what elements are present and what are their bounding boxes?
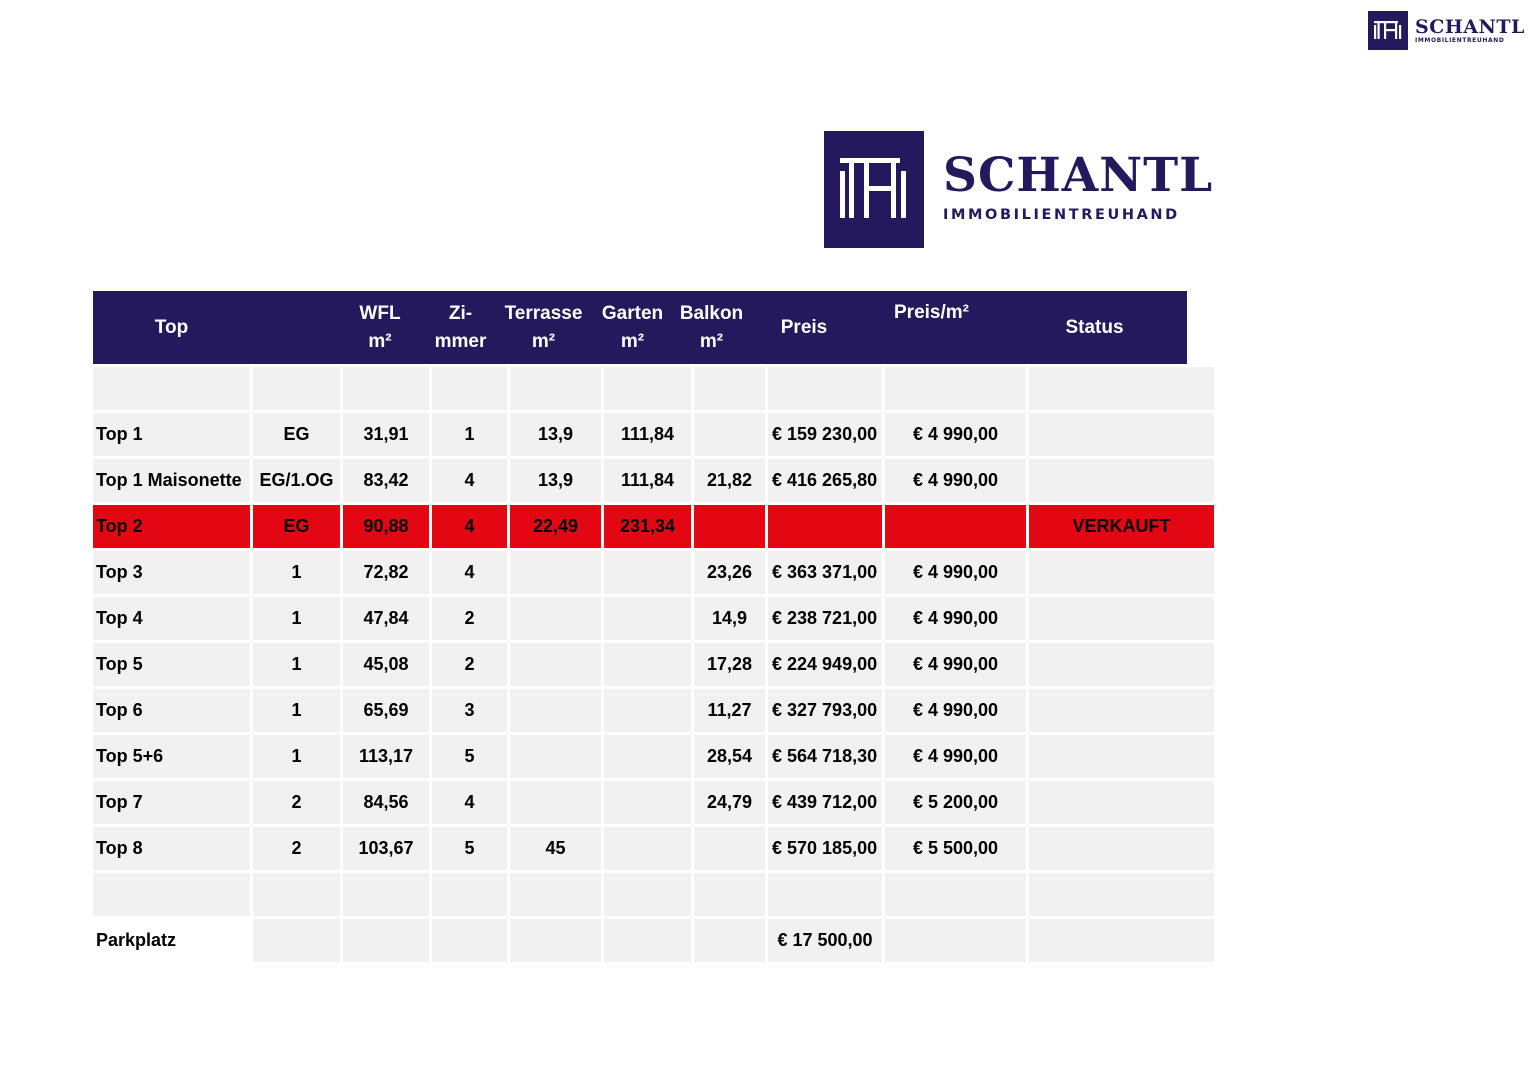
cell-wfl: 84,56 [343,781,429,824]
cell-top: Top 4 [93,597,250,640]
cell-price-m2: € 4 990,00 [885,459,1026,502]
cell-balcony: 28,54 [694,735,765,778]
brand-tagline-large: IMMOBILIENTREUHAND [943,206,1180,223]
cell-price-m2: € 4 990,00 [885,551,1026,594]
cell-floor: EG/1.OG [253,459,340,502]
cell-floor: 2 [253,781,340,824]
table-row-parking [93,919,1187,962]
header-floor [250,291,337,364]
cell-balcony [694,505,765,548]
cell-price [768,505,882,548]
cell-rooms: 2 [432,597,507,640]
cell-floor: 1 [253,643,340,686]
ith-logo-glyph [824,131,924,248]
cell-price: € 564 718,30 [768,735,882,778]
cell-terrace [510,689,601,732]
cell-floor: 2 [253,827,340,870]
header-wfl: WFL m² [359,302,401,352]
cell-balcony: 14,9 [694,597,765,640]
cell-terrace: 22,49 [510,505,601,548]
cell-price: € 416 265,80 [768,459,882,502]
table-row-blank [93,367,1187,410]
cell-status [1029,597,1214,640]
table-row [93,551,1187,594]
table-row [93,413,1187,456]
cell-terrace: 45 [510,827,601,870]
cell-price-m2: € 5 500,00 [885,827,1026,870]
cell-wfl: 47,84 [343,597,429,640]
cell-garden: 231,34 [604,505,691,548]
header-top: Top [154,316,189,338]
brand-logo-large [824,131,1213,248]
table-row [93,643,1187,686]
cell-rooms: 1 [432,413,507,456]
cell-top: Parkplatz [93,919,250,962]
table-row [93,735,1187,778]
header-balcony: Balkon m² [679,302,744,352]
brand-logo-small [1368,11,1525,50]
cell-garden: 111,84 [604,413,691,456]
cell-rooms: 4 [432,505,507,548]
cell-wfl: 113,17 [343,735,429,778]
header-price: Preis [780,316,828,338]
header-terrace: Terrasse m² [504,302,583,352]
cell-price: € 159 230,00 [768,413,882,456]
cell-garden [604,689,691,732]
cell-price-m2: € 4 990,00 [885,413,1026,456]
cell-status [1029,643,1214,686]
cell-terrace [510,781,601,824]
cell-garden: 111,84 [604,459,691,502]
cell-rooms: 5 [432,735,507,778]
header-status: Status [1065,316,1124,338]
cell-top: Top 5+6 [93,735,250,778]
cell-wfl: 65,69 [343,689,429,732]
ith-logo-glyph [1368,11,1408,50]
cell-garden [604,643,691,686]
cell-terrace: 13,9 [510,413,601,456]
cell-balcony [694,413,765,456]
table-header [93,291,1187,364]
cell-top: Top 7 [93,781,250,824]
cell-top: Top 1 [93,413,250,456]
cell-garden [604,551,691,594]
cell-wfl: 83,42 [343,459,429,502]
cell-top: Top 2 [93,505,250,548]
cell-wfl: 31,91 [343,413,429,456]
cell-terrace: 13,9 [510,459,601,502]
cell-balcony: 23,26 [694,551,765,594]
cell-rooms: 4 [432,551,507,594]
cell-price: € 17 500,00 [768,919,882,962]
ith-logo-icon [1368,11,1408,50]
brand-name-small: SCHANTL [1415,15,1525,38]
cell-balcony: 24,79 [694,781,765,824]
cell-terrace [510,551,601,594]
cell-rooms: 4 [432,781,507,824]
cell-status [1029,689,1214,732]
cell-price: € 570 185,00 [768,827,882,870]
cell-balcony: 11,27 [694,689,765,732]
header-price-m2: Preis/m² [894,302,969,323]
cell-balcony [694,827,765,870]
cell-status [1029,551,1214,594]
cell-top: Top 8 [93,827,250,870]
cell-balcony: 17,28 [694,643,765,686]
cell-price: € 238 721,00 [768,597,882,640]
cell-status [1029,827,1214,870]
brand-name-large: SCHANTL [943,147,1214,203]
table-row [93,597,1187,640]
cell-price-m2: € 5 200,00 [885,781,1026,824]
price-table [93,291,1187,962]
header-rooms: Zi- mmer [434,302,487,352]
cell-wfl: 72,82 [343,551,429,594]
cell-price-m2: € 4 990,00 [885,735,1026,778]
table-row [93,505,1187,548]
cell-floor: 1 [253,735,340,778]
cell-rooms: 2 [432,643,507,686]
cell-price: € 363 371,00 [768,551,882,594]
table-row [93,827,1187,870]
cell-price: € 224 949,00 [768,643,882,686]
cell-status [1029,459,1214,502]
cell-floor: EG [253,505,340,548]
cell-floor: 1 [253,551,340,594]
cell-wfl: 90,88 [343,505,429,548]
cell-top: Top 5 [93,643,250,686]
cell-garden [604,597,691,640]
cell-top: Top 1 Maisonette [93,459,250,502]
table-row [93,689,1187,732]
cell-garden [604,735,691,778]
brand-tagline-small: IMMOBILIENTREUHAND [1415,36,1505,44]
header-garden: Garten m² [601,302,664,352]
table-row [93,781,1187,824]
cell-wfl: 45,08 [343,643,429,686]
cell-balcony: 21,82 [694,459,765,502]
cell-price: € 327 793,00 [768,689,882,732]
table-row-blank [93,873,1187,916]
cell-garden [604,827,691,870]
cell-price-m2: € 4 990,00 [885,597,1026,640]
cell-top: Top 6 [93,689,250,732]
ith-logo-icon [824,131,924,248]
cell-rooms: 5 [432,827,507,870]
table-row [93,459,1187,502]
cell-price-m2: € 4 990,00 [885,643,1026,686]
cell-terrace [510,597,601,640]
cell-garden [604,781,691,824]
cell-rooms: 4 [432,459,507,502]
cell-status: VERKAUFT [1029,505,1214,548]
cell-floor: 1 [253,597,340,640]
cell-status [1029,413,1214,456]
cell-floor: EG [253,413,340,456]
cell-price-m2 [885,505,1026,548]
cell-wfl: 103,67 [343,827,429,870]
cell-floor: 1 [253,689,340,732]
cell-terrace [510,643,601,686]
cell-price: € 439 712,00 [768,781,882,824]
cell-price-m2: € 4 990,00 [885,689,1026,732]
cell-status [1029,735,1214,778]
cell-terrace [510,735,601,778]
cell-rooms: 3 [432,689,507,732]
cell-status [1029,781,1214,824]
cell-top: Top 3 [93,551,250,594]
